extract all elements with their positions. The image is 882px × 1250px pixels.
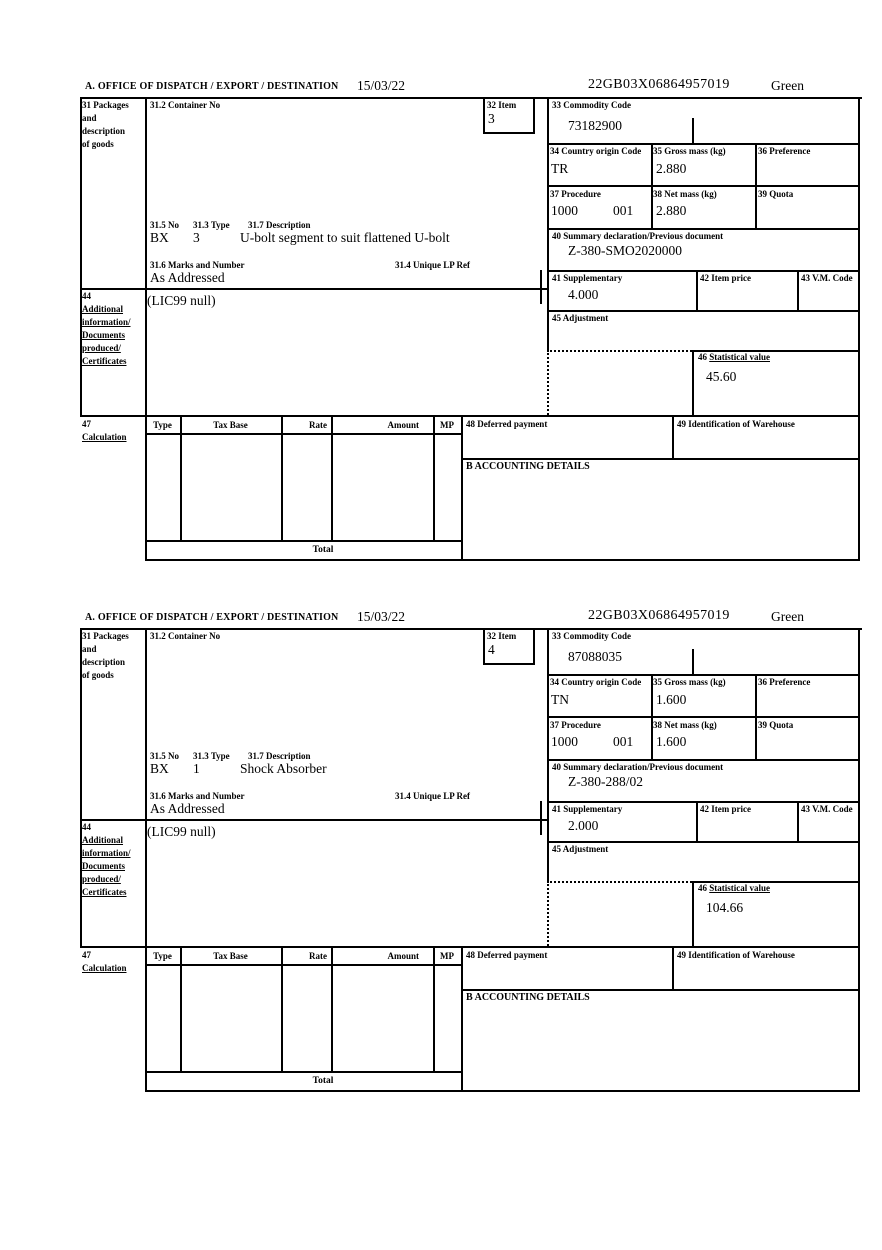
grid-line <box>80 628 862 630</box>
grid-line <box>80 288 547 290</box>
calc-header-mp: MP <box>440 420 454 430</box>
calculation-label: Calculation <box>82 963 127 973</box>
grid-line <box>696 270 698 310</box>
grid-line <box>547 628 549 881</box>
grid-line <box>461 458 860 460</box>
commodity-code-subdivider <box>692 649 694 674</box>
procedure-extra-value: 001 <box>613 734 634 749</box>
grid-line <box>672 946 674 989</box>
package-no-label: 31.5 No <box>150 220 179 230</box>
declaration-date: 15/03/22 <box>357 609 406 624</box>
previous-document-label: 40 Summary declaration/Previous document <box>552 762 724 772</box>
calc-total-label: Total <box>312 1076 334 1086</box>
grid-line <box>461 946 463 1092</box>
box44-label: Documents <box>82 330 125 340</box>
commodity-code-value: 73182900 <box>568 118 622 133</box>
grid-line <box>547 841 860 843</box>
preference-label: 36 Preference <box>758 677 811 687</box>
vm-code-label: 43 V.M. Code <box>801 273 853 283</box>
item-number-value: 3 <box>488 111 495 126</box>
routing-status: Green <box>771 78 804 93</box>
supplementary-label: 41 Supplementary <box>552 804 623 814</box>
box44-label: information/ <box>82 848 131 858</box>
box44-label: produced/ <box>82 343 121 353</box>
package-no-value: BX <box>150 761 169 776</box>
preference-label: 36 Preference <box>758 146 811 156</box>
procedure-label: 37 Procedure <box>550 189 601 199</box>
grid-line <box>797 270 799 310</box>
statistical-value-label-num: 46 <box>698 883 710 893</box>
grid-line <box>145 964 461 966</box>
grid-line <box>547 97 549 350</box>
dotted-grid-line <box>547 881 692 883</box>
accounting-details-label: B ACCOUNTING DETAILS <box>466 992 590 1003</box>
grid-line <box>692 350 694 415</box>
box44-label: information/ <box>82 317 131 327</box>
package-type-label: 31.3 Type <box>193 751 230 761</box>
grid-line <box>145 97 147 561</box>
grid-line <box>858 628 860 1092</box>
item-number-label: 32 Item <box>487 631 517 641</box>
box44-label: Additional <box>82 304 124 314</box>
calc-header-tax-base: Tax Base <box>213 951 248 961</box>
additional-information-value: (LIC99 null) <box>147 293 216 308</box>
supplementary-value: 4.000 <box>568 287 599 302</box>
statistical-value-label-text: Statistical value <box>709 352 770 362</box>
previous-document-value: Z-380-288/02 <box>568 774 643 789</box>
statistical-value: 104.66 <box>706 900 744 915</box>
supplementary-label: 41 Supplementary <box>552 273 623 283</box>
box44-label: 44 <box>82 822 91 832</box>
calc-header-rate: Rate <box>309 951 327 961</box>
vm-code-label: 43 V.M. Code <box>801 804 853 814</box>
office-of-dispatch-label: A. OFFICE OF DISPATCH / EXPORT / DESTINATION <box>85 81 339 92</box>
edge-tick-mark <box>540 801 542 835</box>
box44-label: 44 <box>82 291 91 301</box>
procedure-extra-value: 001 <box>613 203 634 218</box>
grid-line <box>547 801 860 803</box>
procedure-value: 1000 <box>551 203 578 218</box>
grid-line <box>145 628 147 1092</box>
procedure-value: 1000 <box>551 734 578 749</box>
calc-header-amount: Amount <box>387 951 419 961</box>
package-no-value: BX <box>150 230 169 245</box>
deferred-payment-label: 48 Deferred payment <box>466 419 548 429</box>
box44-label: Additional <box>82 835 124 845</box>
gross-mass-value: 1.600 <box>656 692 687 707</box>
gross-mass-label: 35 Gross mass (kg) <box>653 146 726 156</box>
box31-label: 31 Packages <box>82 631 129 641</box>
dotted-grid-line <box>547 350 692 352</box>
routing-status: Green <box>771 609 804 624</box>
commodity-code-value: 87088035 <box>568 649 622 664</box>
unique-lp-ref-label: 31.4 Unique LP Ref <box>395 260 471 270</box>
grid-line <box>672 415 674 458</box>
calc-header-tax-base: Tax Base <box>213 420 248 430</box>
calc-header-amount: Amount <box>387 420 419 430</box>
country-origin-value: TN <box>551 692 569 707</box>
previous-document-value: Z-380-SMO2020000 <box>568 243 682 258</box>
deferred-payment-label: 48 Deferred payment <box>466 950 548 960</box>
marks-number-label: 31.6 Marks and Number <box>150 260 245 270</box>
adjustment-label: 45 Adjustment <box>552 844 609 854</box>
item-price-label: 42 Item price <box>700 804 751 814</box>
package-type-value: 3 <box>193 230 200 245</box>
grid-line <box>145 1090 860 1092</box>
country-origin-value: TR <box>551 161 569 176</box>
statistical-value: 45.60 <box>706 369 737 384</box>
office-of-dispatch-label: A. OFFICE OF DISPATCH / EXPORT / DESTINATION <box>85 612 339 623</box>
statistical-value-label-text: Statistical value <box>709 883 770 893</box>
goods-description-value: U-bolt segment to suit flattened U-bolt <box>240 230 450 245</box>
grid-line <box>692 881 694 946</box>
package-no-label: 31.5 No <box>150 751 179 761</box>
grid-line <box>547 270 860 272</box>
grid-line <box>80 819 547 821</box>
grid-line <box>145 433 461 435</box>
warehouse-id-label: 49 Identification of Warehouse <box>677 419 795 429</box>
statistical-value-label-num: 46 <box>698 352 710 362</box>
quota-label: 39 Quota <box>758 720 794 730</box>
calculation-label: 47 <box>82 419 91 429</box>
package-type-label: 31.3 Type <box>193 220 230 230</box>
calc-header-mp: MP <box>440 951 454 961</box>
previous-document-label: 40 Summary declaration/Previous document <box>552 231 724 241</box>
grid-line <box>547 185 860 187</box>
box44-label: Documents <box>82 861 125 871</box>
package-type-value: 1 <box>193 761 200 776</box>
calculation-label: Calculation <box>82 432 127 442</box>
quota-label: 39 Quota <box>758 189 794 199</box>
box44-label: produced/ <box>82 874 121 884</box>
grid-line <box>858 97 860 561</box>
dotted-grid-line <box>547 350 549 415</box>
item-price-label: 42 Item price <box>700 273 751 283</box>
gross-mass-label: 35 Gross mass (kg) <box>653 677 726 687</box>
item-number-value: 4 <box>488 642 495 657</box>
commodity-code-label: 33 Commodity Code <box>552 100 631 110</box>
item-number-label: 32 Item <box>487 100 517 110</box>
unique-lp-ref-label: 31.4 Unique LP Ref <box>395 791 471 801</box>
declaration-date: 15/03/22 <box>357 78 406 93</box>
calculation-label: 47 <box>82 950 91 960</box>
grid-line <box>80 97 862 99</box>
marks-number-value: As Addressed <box>150 270 225 285</box>
net-mass-label: 38 Net mass (kg) <box>653 720 717 730</box>
box31-label: description <box>82 657 126 667</box>
grid-line <box>461 989 860 991</box>
sad-continuation-form-item-1 <box>0 0 882 565</box>
calc-header-type: Type <box>153 420 172 430</box>
commodity-code-label: 33 Commodity Code <box>552 631 631 641</box>
supplementary-value: 2.000 <box>568 818 599 833</box>
gross-mass-value: 2.880 <box>656 161 687 176</box>
procedure-label: 37 Procedure <box>550 720 601 730</box>
box31-label: description <box>82 126 126 136</box>
container-no-label: 31.2 Container No <box>150 631 221 641</box>
grid-line <box>696 801 698 841</box>
net-mass-value: 2.880 <box>656 203 687 218</box>
dotted-grid-line <box>547 881 549 946</box>
grid-line <box>797 801 799 841</box>
adjustment-label: 45 Adjustment <box>552 313 609 323</box>
statistical-value-label <box>698 352 770 363</box>
calc-total-label: Total <box>312 545 334 555</box>
warehouse-id-label: 49 Identification of Warehouse <box>677 950 795 960</box>
box31-label: and <box>82 113 97 123</box>
container-no-label: 31.2 Container No <box>150 100 221 110</box>
goods-description-value: Shock Absorber <box>240 761 327 776</box>
description-label: 31.7 Description <box>248 220 311 230</box>
country-origin-label: 34 Country origin Code <box>550 146 642 156</box>
grid-line <box>547 310 860 312</box>
box31-label: of goods <box>82 670 114 680</box>
grid-line <box>547 228 860 230</box>
movement-reference-number: 22GB03X06864957019 <box>588 77 730 92</box>
grid-line <box>547 674 860 676</box>
accounting-details-label: B ACCOUNTING DETAILS <box>466 461 590 472</box>
sad-continuation-form-item-2 <box>0 531 882 1096</box>
marks-number-label: 31.6 Marks and Number <box>150 791 245 801</box>
box44-label: Certificates <box>82 356 127 366</box>
grid-line <box>547 716 860 718</box>
calc-header-type: Type <box>153 951 172 961</box>
calc-header-rate: Rate <box>309 420 327 430</box>
grid-line <box>547 143 860 145</box>
statistical-value-label <box>698 883 770 894</box>
country-origin-label: 34 Country origin Code <box>550 677 642 687</box>
box31-label: of goods <box>82 139 114 149</box>
box31-label: and <box>82 644 97 654</box>
commodity-code-subdivider <box>692 118 694 143</box>
box44-label: Certificates <box>82 887 127 897</box>
description-label: 31.7 Description <box>248 751 311 761</box>
net-mass-label: 38 Net mass (kg) <box>653 189 717 199</box>
grid-line <box>547 759 860 761</box>
movement-reference-number: 22GB03X06864957019 <box>588 608 730 623</box>
net-mass-value: 1.600 <box>656 734 687 749</box>
box31-label: 31 Packages <box>82 100 129 110</box>
marks-number-value: As Addressed <box>150 801 225 816</box>
additional-information-value: (LIC99 null) <box>147 824 216 839</box>
edge-tick-mark <box>540 270 542 304</box>
